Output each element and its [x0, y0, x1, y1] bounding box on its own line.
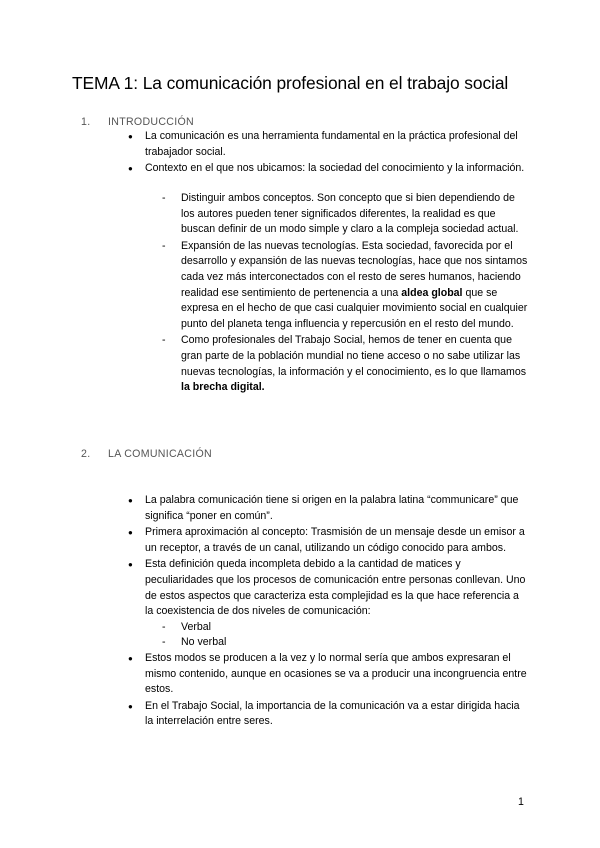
- bullet-icon: ●: [128, 496, 133, 505]
- list-item: ● La comunicación es una herramienta fundamental en la práctica profesional del trabajador social.: [128, 130, 518, 158]
- section-number: 1.: [81, 116, 91, 128]
- list-item: ● En el Trabajo Social, la importancia de la comunicación va a estar dirigida hacia la interrelación entre seres.: [128, 699, 520, 728]
- section-heading-introduccion: [81, 116, 194, 128]
- bullet-icon: ●: [128, 528, 133, 538]
- section-2-sub-list: [145, 620, 530, 651]
- section-number: 2.: [81, 448, 91, 460]
- list-item: - Expansión de las nuevas tecnologías. Esta sociedad, favorecida por el desarrollo y expansión de las nuevas tecnologías, hace que nos sintamos cada vez más interconectados con el resto de seres humanos, haciendo realidad ese sentimiento de pertenencia a una aldea global que se expresa en el hecho de que casi cualquier movimiento social en cualquier punto del planeta tenga influencia y repercusión en el resto del mundo.: [162, 239, 528, 330]
- section-heading-la-comunicacion: [81, 448, 212, 460]
- bullet-icon: ●: [128, 560, 133, 570]
- list-item: ● Esta definición queda incompleta debido a la cantidad de matices y peculiaridades que los procesos de comunicación entre personas conllevan. Uno de estos aspectos que caracteriza esta complejidad es la que hace referencia a la coexistencia de dos niveles de comunicación: - Verbal - No verbal: [145, 557, 530, 651]
- dash-icon: -: [162, 620, 166, 633]
- document-title: TEMA 1: La comunicación profesional en el trabajo social: [72, 73, 509, 93]
- bold-term-brecha-digital: la brecha digital.: [181, 381, 265, 394]
- dash-icon: -: [162, 636, 166, 649]
- bold-term-aldea-global: aldea global: [401, 286, 463, 299]
- bullet-icon: ●: [128, 701, 133, 711]
- list-item: - No verbal: [181, 635, 530, 651]
- list-item: - Como profesionales del Trabajo Social, hemos de tener en cuenta que gran parte de la población mundial no tiene acceso o no sabe utilizar las nuevas tecnologías, la información y el conocimiento, es lo que llamamos la brecha digital.: [162, 334, 527, 394]
- section-2-bullet-list: [0, 493, 530, 730]
- list-item: ● Estos modos se producen a la vez y lo normal sería que ambos expresaran el mismo contenido, aunque en ocasiones se va a producir una incongruencia entre estos.: [128, 651, 527, 696]
- bullet-icon: ●: [128, 132, 133, 141]
- section-1-sub-list: [0, 191, 530, 396]
- list-item: - Distinguir ambos conceptos. Son concepto que si bien dependiendo de los autores pueden tener significados diferentes, la realidad es que buscan definir de un modo simple y claro a la compleja sociedad actual.: [162, 192, 519, 236]
- dash-icon: -: [162, 334, 166, 347]
- list-item: ● Primera aproximación al concepto: Trasmisión de un mensaje desde un emisor a un receptor, a través de un canal, utilizando un código conocido para ambos.: [128, 526, 525, 554]
- list-item: - Verbal: [181, 620, 530, 636]
- section-1-bullet-list: [0, 129, 530, 177]
- section-title: INTRODUCCIÓN: [108, 116, 194, 128]
- section-title: LA COMUNICACIÓN: [108, 448, 212, 460]
- bullet-icon: ●: [128, 653, 133, 663]
- list-item: ● La palabra comunicación tiene si origen en la palabra latina “communicare” que significa “poner en común”.: [128, 494, 519, 522]
- page-number: 1: [518, 796, 524, 808]
- list-item: ● Contexto en el que nos ubicamos: la sociedad del conocimiento y la información.: [145, 161, 530, 177]
- bullet-icon: ●: [128, 164, 133, 174]
- dash-icon: -: [162, 192, 166, 204]
- dash-icon: -: [162, 239, 166, 252]
